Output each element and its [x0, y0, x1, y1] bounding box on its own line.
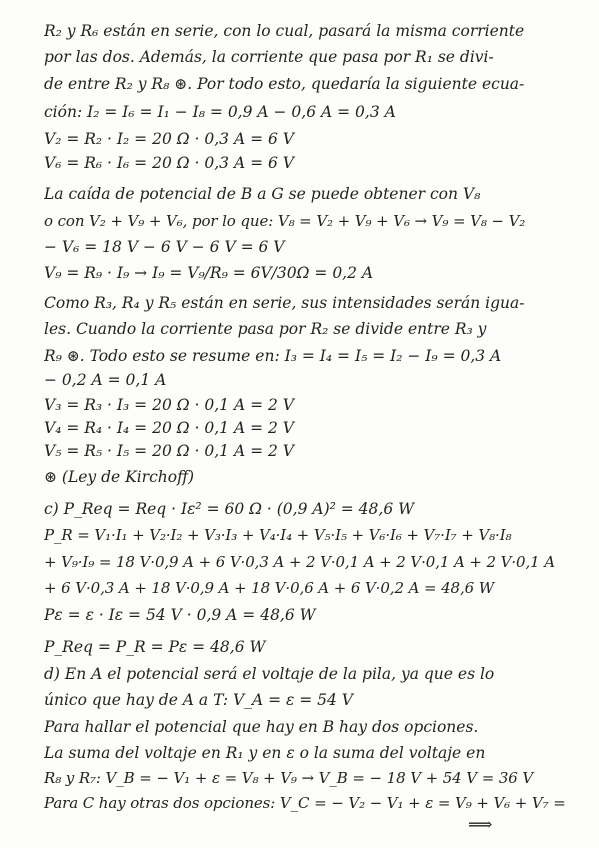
- equation-line: P_Req = P_R = Pε = 48,6 W: [44, 638, 266, 656]
- text-line: les. Cuando la corriente pasa por R₂ se divide entre R₃ y: [44, 320, 487, 338]
- equation-line: V₄ = R₄ · I₄ = 20 Ω · 0,1 A = 2 V: [44, 419, 294, 437]
- equation-line: Para C hay otras dos opciones: V_C = − V₂ − V₁ + ε = V₉ + V₆ + V₇ =: [44, 794, 566, 812]
- equation-line: + V₉·I₉ = 18 V·0,9 A + 6 V·0,3 A + 2 V·0,1 A + 2 V·0,1 A + 2 V·0,1 A: [44, 553, 555, 571]
- equation-line: R₈ y R₇: V_B = − V₁ + ε = V₈ + V₉ → V_B = − 18 V + 54 V = 36 V: [44, 769, 534, 787]
- text-line: único que hay de A a T: V_A = ε = 54 V: [44, 691, 354, 709]
- footnote-line: ⊛ (Ley de Kirchoff): [44, 468, 195, 486]
- equation-line: V₃ = R₃ · I₃ = 20 Ω · 0,1 A = 2 V: [44, 396, 294, 414]
- equation-line: V₅ = R₅ · I₅ = 20 Ω · 0,1 A = 2 V: [44, 442, 294, 460]
- text-line: Como R₃, R₄ y R₅ están en serie, sus intensidades serán igua-: [44, 294, 525, 312]
- equation-line: c) P_Req = Req · Iε² = 60 Ω · (0,9 A)² = 48,6 W: [44, 500, 415, 518]
- equation-line: ción: I₂ = I₆ = I₁ − I₈ = 0,9 A − 0,6 A = 0,3 A: [44, 103, 396, 121]
- continuation-arrow: ⟹: [468, 815, 493, 835]
- text-line: La caída de potencial de B a G se puede obtener con V₈: [44, 185, 481, 203]
- text-line: d) En A el potencial será el voltaje de la pila, ya que es lo: [44, 665, 495, 683]
- text-line: Para hallar el potencial que hay en B hay dos opciones.: [44, 718, 479, 736]
- text-line: o con V₂ + V₉ + V₆, por lo que: V₈ = V₂ + V₉ + V₆ → V₉ = V₈ − V₂: [44, 212, 526, 230]
- equation-line: − 0,2 A = 0,1 A: [44, 371, 167, 389]
- text-line: por las dos. Además, la corriente que pasa por R₁ se divi-: [44, 48, 494, 66]
- equation-line: − V₆ = 18 V − 6 V − 6 V = 6 V: [44, 238, 285, 256]
- equation-line: + 6 V·0,3 A + 18 V·0,9 A + 18 V·0,6 A + 6 V·0,2 A = 48,6 W: [44, 579, 495, 597]
- equation-line: R₉ ⊛. Todo esto se resume en: I₃ = I₄ = I₅ = I₂ − I₉ = 0,3 A: [44, 347, 502, 365]
- equation-line: P_R = V₁·I₁ + V₂·I₂ + V₃·I₃ + V₄·I₄ + V₅·I₅ + V₆·I₆ + V₇·I₇ + V₈·I₈: [44, 526, 512, 544]
- equation-line: V₆ = R₆ · I₆ = 20 Ω · 0,3 A = 6 V: [44, 154, 294, 172]
- equation-line: V₉ = R₉ · I₉ → I₉ = V₉/R₉ = 6V/30Ω = 0,2 A: [44, 264, 374, 282]
- text-line: La suma del voltaje en R₁ y en ε o la suma del voltaje en: [44, 744, 486, 762]
- equation-line: Pε = ε · Iε = 54 V · 0,9 A = 48,6 W: [44, 606, 316, 624]
- text-line: de entre R₂ y R₈ ⊛. Por todo esto, quedaría la siguiente ecua-: [44, 75, 525, 93]
- equation-line: V₂ = R₂ · I₂ = 20 Ω · 0,3 A = 6 V: [44, 130, 294, 148]
- text-line: R₂ y R₆ están en serie, con lo cual, pasará la misma corriente: [44, 22, 525, 40]
